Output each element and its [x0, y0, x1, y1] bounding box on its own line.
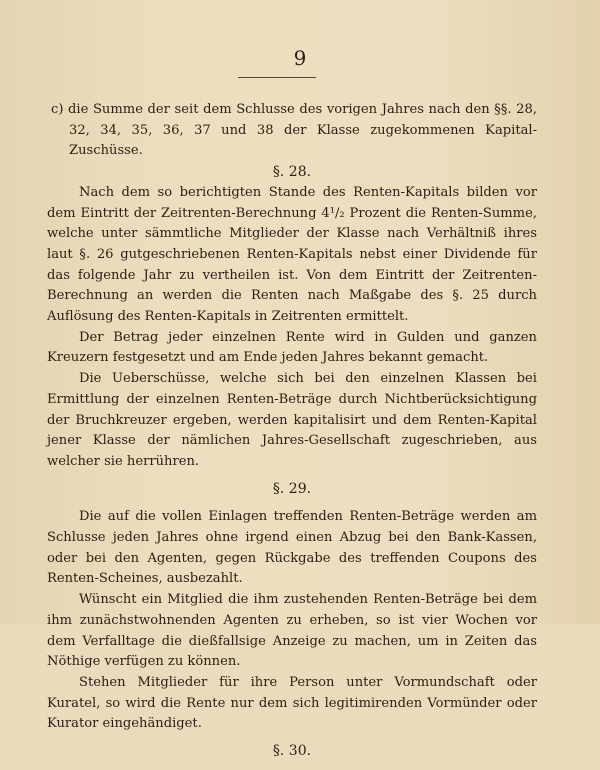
paragraph: Der Betrag jeder einzelnen Rente wird in Gulden und ganzen Kreuzern festgesetzt und am Ende jeden Jahres bekannt gemacht.	[47, 329, 537, 366]
page-number: 9	[293, 46, 307, 70]
paragraph: Die auf die vollen Einlagen treffenden Renten-Beträge werden am Schlusse jeden Jahres ohne irgend einen Abzug bei den Bank-Kassen, oder bei den Agenten, gegen Rückgabe des treffenden Coupons des Renten-Scheines, ausbezahlt.	[47, 509, 537, 587]
body-text	[47, 100, 537, 770]
paragraph: Nach dem so berichtigten Stande des Renten-Kapitals bilden vor dem Eintritt der Zeitrenten-Berechnung 4¹/₂ Prozent die Renten-Summe, welche unter sämmtliche Mitglieder der Klasse nach Verhältniß ihres laut §. 26 gutgeschriebenen Renten-Kapitals nebst einer Dividende für das folgende Jahr zu vertheilen ist. Von dem Eintritt der Zeitrenten-Berechnung an werden die Renten nach Maßgabe des §. 25 durch Auflösung des Renten-Kapitals in Zeitrenten ermittelt.	[47, 184, 537, 325]
page-number-rule	[238, 77, 316, 78]
section-heading-30: §. 30.	[272, 743, 312, 760]
paragraph: Wünscht ein Mitglied die ihm zustehenden Renten-Beträge bei dem ihm zunächstwohnenden Agenten zu erheben, so ist vier Wochen vor dem Verfalltage die dießfallsige Anzeige zu machen, um in Zeiten das Nöthige verfügen zu können.	[47, 592, 537, 670]
paragraph: Stehen Mitglieder für ihre Person unter Vormundschaft oder Kuratel, so wird die Rente nur dem sich legitimirenden Vormünder oder Kurator eingehändiget.	[47, 674, 537, 732]
section-heading-29: §. 29.	[272, 480, 312, 497]
paragraph: Die Ueberschüsse, welche sich bei den einzelnen Klassen bei Ermittlung der einzelnen Renten-Beträge durch Nichtberücksichtigung der Bruchkreuzer ergeben, werden kapitalisirt und dem Renten-Kapital jener Klasse der nämlichen Jahres-Gesellschaft zugeschrieben, aus welcher sie herrühren.	[47, 371, 537, 469]
section-heading-28: §. 28.	[272, 164, 312, 181]
list-item-c: c) die Summe der seit dem Schlusse des vorigen Jahres nach den §§. 28, 32, 34, 35, 36, 37 und 38 der Klasse zugekommenen Kapital-Zuschüsse.	[51, 102, 537, 159]
